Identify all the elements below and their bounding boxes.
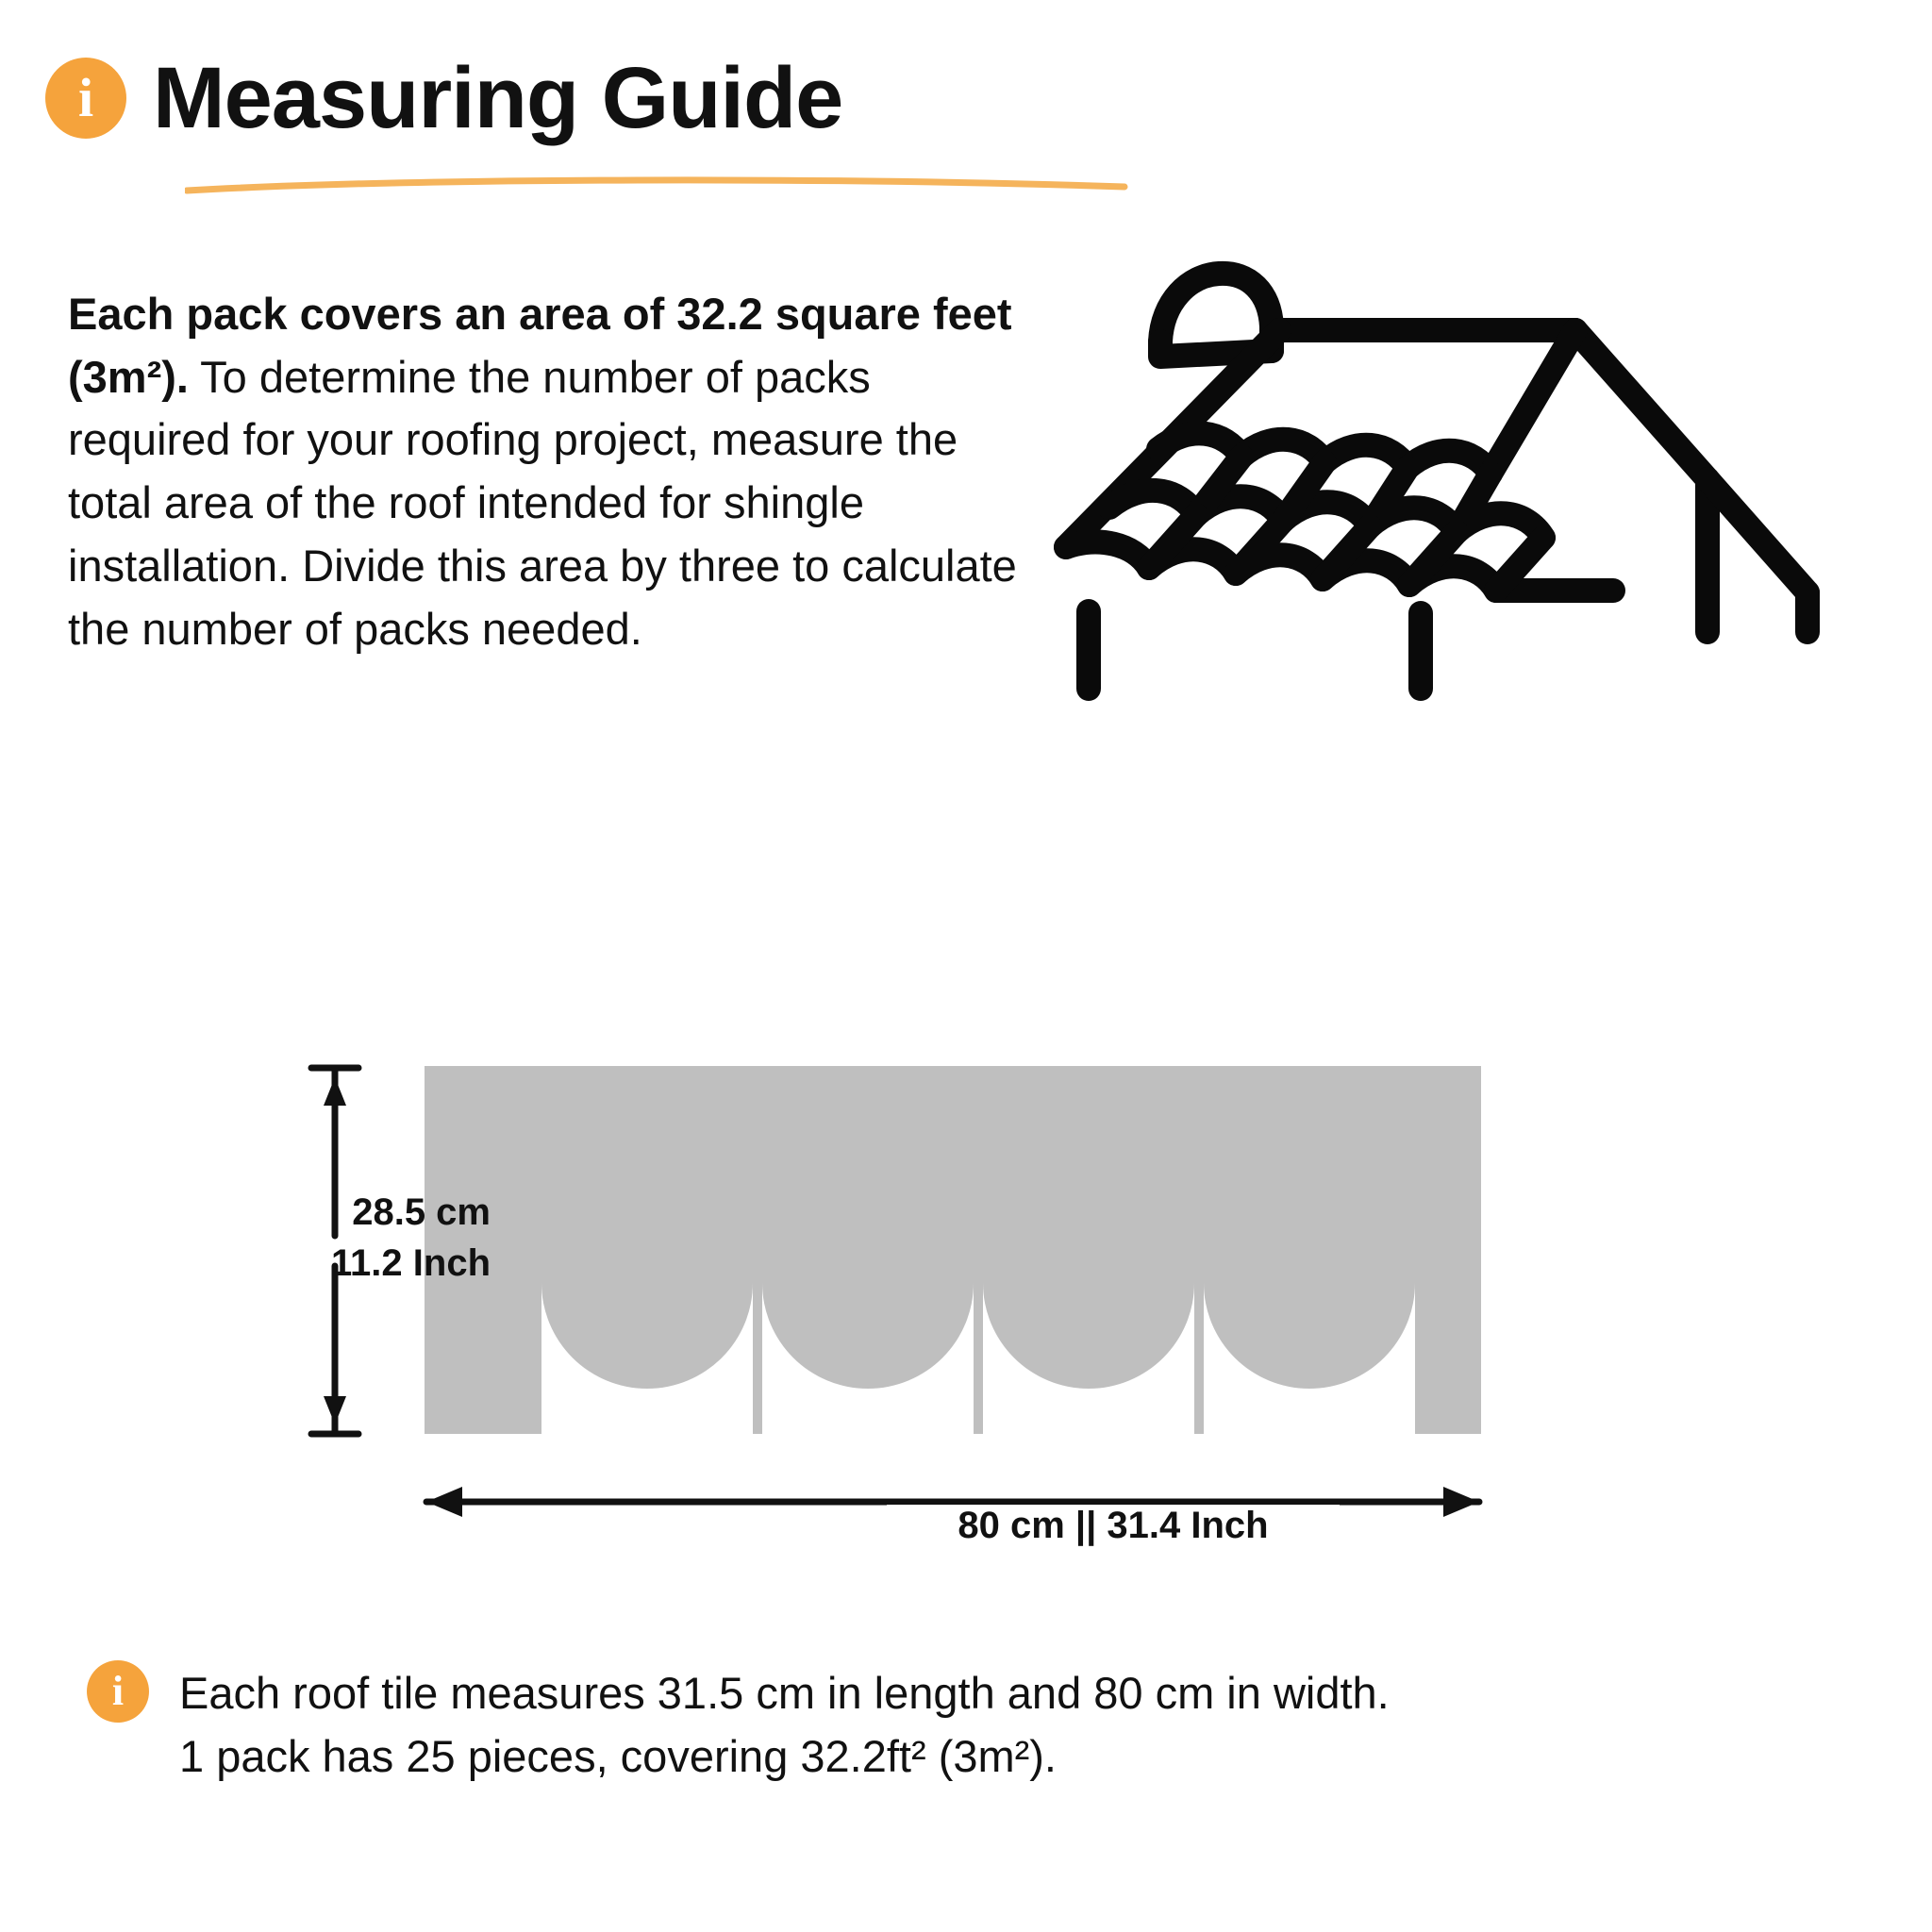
footer-note <box>87 1660 1860 1788</box>
footer-text <box>179 1660 1390 1788</box>
page-header <box>45 50 843 146</box>
footer-line-1: Each roof tile measures 31.5 cm in length and 80 cm in width. <box>179 1668 1390 1718</box>
intro-paragraph <box>68 283 1030 660</box>
height-dimension-inch: 11.2 Inch <box>331 1242 491 1284</box>
height-dimension-cm: 28.5 cm <box>352 1191 491 1233</box>
footer-line-2: 1 pack has 25 pieces, covering 32.2ft² (3m²). <box>179 1730 1057 1781</box>
intro-rest: To determine the number of packs required for your roofing project, measure the total area of the roof intended for shingle installation. Divide this area by three to calculate the number of packs needed. <box>68 351 1017 654</box>
info-icon: i <box>87 1660 149 1723</box>
width-dimension-label: 80 cm || 31.4 Inch <box>887 1505 1340 1547</box>
intro-bold-lead: Each pack covers an area of 32.2 square feet (3m²). <box>68 289 1012 402</box>
title-underline-decoration <box>185 175 1128 196</box>
info-icon: i <box>45 58 126 139</box>
shingle-dimension-diagram <box>255 1047 1670 1557</box>
page-title: Measuring Guide <box>153 50 843 146</box>
height-dimension-label <box>274 1187 491 1289</box>
roof-tiles-icon <box>1047 236 1877 783</box>
